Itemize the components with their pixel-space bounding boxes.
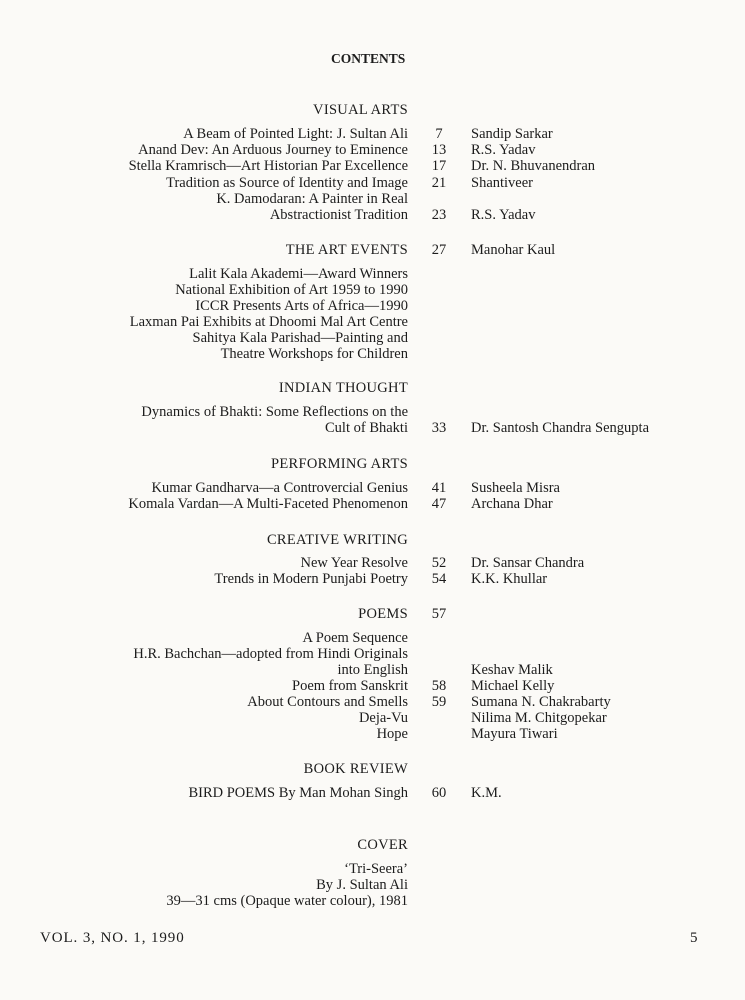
page-number: 17: [431, 158, 447, 174]
toc-entry: [0, 157, 745, 175]
section-heading: POEMS: [358, 606, 408, 622]
page-number: 57: [431, 606, 447, 622]
cover-medium: 39—31 cms (Opaque water colour), 1981: [166, 893, 408, 909]
section-heading: BOOK REVIEW: [303, 761, 408, 777]
cover-artist: By J. Sultan Ali: [316, 877, 408, 893]
page-number: 41: [431, 480, 447, 496]
toc-entry: [0, 784, 745, 802]
cover-caption: [0, 860, 745, 910]
toc-entry: [0, 570, 745, 588]
toc-section-performing-arts: [0, 455, 745, 512]
section-heading-row: [0, 605, 745, 623]
entry-title: Deja-Vu: [358, 710, 408, 726]
entry-title: Anand Dev: An Arduous Journey to Eminence: [138, 142, 408, 158]
section-heading-row: [0, 455, 745, 473]
entry-title: BIRD POEMS By Man Mohan Singh: [188, 785, 408, 801]
entry-title: Lalit Kala Akademi—Award Winners: [189, 266, 408, 282]
cover-title: ‘Tri-Seera’: [344, 861, 408, 877]
entry-title: ICCR Presents Arts of Africa—1990: [195, 298, 408, 314]
page-number: 59: [431, 694, 447, 710]
entry-title: Kumar Gandharva—a Controvercial Genius: [151, 480, 408, 496]
section-heading: COVER: [357, 837, 408, 853]
section-heading-row: [0, 101, 745, 119]
section-heading: PERFORMING ARTS: [271, 456, 408, 472]
section-heading-row: [0, 531, 745, 549]
author-name: Dr. Sansar Chandra: [471, 555, 585, 571]
entry-title: Tradition as Source of Identity and Image: [166, 175, 408, 191]
section-heading: THE ART EVENTS: [285, 242, 408, 258]
page-number: 27: [431, 242, 447, 258]
toc-section-art-events: [0, 241, 745, 362]
author-name: Archana Dhar: [471, 496, 553, 512]
toc-entry: [0, 190, 745, 224]
toc-section-visual-arts: [0, 101, 745, 223]
author-name: Mayura Tiwari: [471, 726, 558, 742]
page-number: 13: [431, 142, 447, 158]
entry-title: Laxman Pai Exhibits at Dhoomi Mal Art Centre: [129, 314, 408, 330]
page-number: 23: [431, 207, 447, 223]
page-number: 54: [431, 571, 447, 587]
author-name: Susheela Misra: [471, 480, 560, 496]
page-number: 21: [431, 175, 447, 191]
toc-section-poems: [0, 605, 745, 742]
author-name: Shantiveer: [471, 175, 534, 191]
entry-title-line: Sahitya Kala Parishad—Painting and: [192, 330, 408, 346]
page-number: 33: [431, 420, 447, 436]
entry-title: Hope: [376, 726, 408, 742]
section-heading-row: [0, 760, 745, 778]
entry-title: New Year Resolve: [300, 555, 408, 571]
author-name: Nilima M. Chitgopekar: [471, 710, 607, 726]
entry-title-line: Dynamics of Bhakti: Some Reflections on the: [141, 404, 408, 420]
toc-entry: [0, 495, 745, 513]
entry-title-line: H.R. Bachchan—adopted from Hindi Originals: [133, 646, 408, 662]
page-number: 7: [435, 126, 443, 142]
author-name: Manohar Kaul: [471, 242, 556, 258]
section-heading-row: [0, 379, 745, 397]
entry-title: About Contours and Smells: [247, 694, 408, 710]
entry-title-line: K. Damodaran: A Painter in Real: [216, 191, 408, 207]
toc-section-book-review: [0, 760, 745, 801]
author-name: Michael Kelly: [471, 678, 555, 694]
author-name: Sumana N. Chakrabarty: [471, 694, 611, 710]
entry-title: A Beam of Pointed Light: J. Sultan Ali: [183, 126, 408, 142]
toc-entry: [0, 329, 745, 363]
entry-title-line: Abstractionist Tradition: [269, 207, 408, 223]
folio-page-number: 5: [690, 930, 698, 946]
toc-entry: [0, 629, 745, 679]
author-name: Sandip Sarkar: [471, 126, 553, 142]
toc-entry: [0, 725, 745, 743]
toc-section-indian-thought: [0, 379, 745, 436]
entry-title: National Exhibition of Art 1959 to 1990: [175, 282, 408, 298]
entry-title-line: Cult of Bhakti: [325, 420, 408, 436]
section-heading-row: [0, 241, 745, 259]
page-number: 52: [431, 555, 447, 571]
volume-issue: VOL. 3, NO. 1, 1990: [40, 930, 185, 946]
page-number: 58: [431, 678, 447, 694]
author-name: Dr. N. Bhuvanendran: [471, 158, 596, 174]
toc-section-creative-writing: [0, 531, 745, 587]
section-heading: CREATIVE WRITING: [266, 532, 408, 548]
author-name: Dr. Santosh Chandra Sengupta: [471, 420, 650, 436]
page-number: 47: [431, 496, 447, 512]
section-heading: VISUAL ARTS: [313, 102, 408, 118]
author-name: K.K. Khullar: [471, 571, 548, 587]
entry-title: Komala Vardan—A Multi-Faceted Phenomenon: [128, 496, 408, 512]
section-heading: INDIAN THOUGHT: [278, 380, 408, 396]
author-name: R.S. Yadav: [471, 142, 536, 158]
entry-title-line: A Poem Sequence: [302, 630, 408, 646]
entry-title: Poem from Sanskrit: [292, 678, 408, 694]
author-name: Keshav Malik: [471, 662, 553, 678]
page-title: CONTENTS: [331, 51, 406, 66]
entry-title-line: Theatre Workshops for Children: [220, 346, 408, 362]
author-name: K.M.: [471, 785, 502, 801]
page-number: 60: [431, 785, 447, 801]
entry-title-line: into English: [337, 662, 408, 678]
entry-title: Stella Kramrisch—Art Historian Par Excellence: [128, 158, 408, 174]
section-heading-row: [0, 836, 745, 854]
toc-section-cover: [0, 836, 745, 909]
entry-title: Trends in Modern Punjabi Poetry: [214, 571, 408, 587]
toc-entry: [0, 403, 745, 437]
author-name: R.S. Yadav: [471, 207, 536, 223]
